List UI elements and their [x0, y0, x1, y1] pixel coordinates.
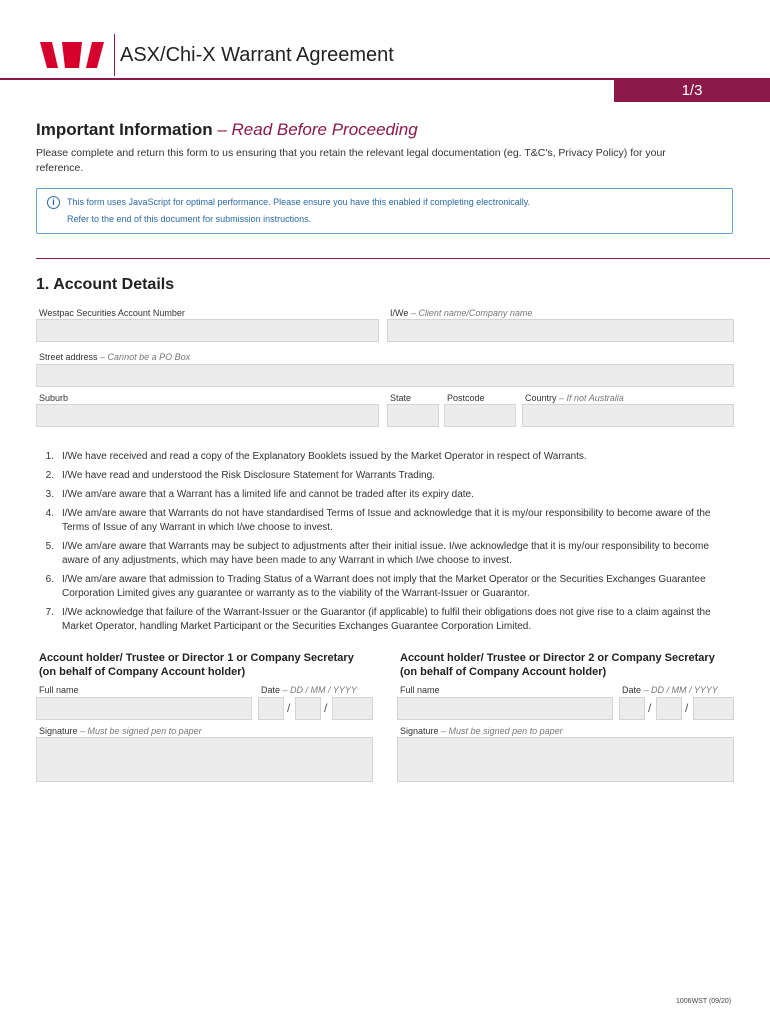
document-title: ASX/Chi-X Warrant Agreement	[120, 44, 394, 66]
client-name-input[interactable]	[387, 319, 734, 342]
title-divider	[114, 34, 115, 76]
list-number: 1.	[45, 451, 54, 462]
notice-line-2: Refer to the end of this document for submission instructions.	[67, 214, 312, 224]
list-text: I/We acknowledge that failure of the Warrant-Issuer or the Guarantor (if applicable) to fulfil their obligations does not give rise to a claim against the Market Operator, handling Market Participant or the Securities Exchanges Guarantee Corporation Limited.	[62, 607, 711, 632]
postcode-input[interactable]	[444, 404, 516, 427]
client-name-hint: – Client name/Company name	[410, 308, 533, 318]
date-separator: /	[648, 701, 652, 715]
country-input[interactable]	[522, 404, 734, 427]
suburb-input[interactable]	[36, 404, 379, 427]
signer-1-signature-box[interactable]	[36, 737, 373, 782]
important-body: Please complete and return this form to us ensuring that you retain the relevant legal documentation (eg. T&C's, Privacy Policy) for your reference.	[36, 147, 666, 174]
signer-1-date-year-input[interactable]	[332, 697, 373, 720]
terms-list	[36, 450, 736, 639]
signer-2-date-label-text: Date	[622, 685, 642, 695]
signer-1-date-month-input[interactable]	[295, 697, 321, 720]
signer-2-date-month-input[interactable]	[656, 697, 682, 720]
postcode-label: Postcode	[447, 393, 485, 403]
signer-2-full-name-label: Full name	[400, 685, 440, 695]
javascript-notice	[36, 188, 733, 234]
client-name-label-text: I/We	[390, 308, 409, 318]
signer-1-date-label	[261, 685, 357, 695]
list-text: I/We am/are aware that admission to Trading Status of a Warrant does not imply that the Market Operator or the Securities Exchanges Guarantee Corporation Limited gives any guarantee or warranty as to the viability of the Warrant-Issuer or Guarantor.	[62, 574, 706, 599]
list-text: I/We am/are aware that a Warrant has a limited life and cannot be traded after its expiry date.	[62, 489, 474, 500]
country-label	[525, 393, 624, 403]
list-number: 7.	[45, 607, 54, 618]
signer-1-full-name-input[interactable]	[36, 697, 252, 720]
notice-line-1: This form uses JavaScript for optimal performance. Please ensure you have this enabled if completing electronically.	[67, 197, 531, 207]
important-heading-text: Important Information	[36, 120, 213, 139]
signer-2-signature-hint: – Must be signed pen to paper	[441, 726, 563, 736]
signer-2-date-label	[622, 685, 718, 695]
state-input[interactable]	[387, 404, 439, 427]
street-address-input[interactable]	[36, 364, 734, 387]
signer-2-signature-box[interactable]	[397, 737, 734, 782]
list-item	[36, 606, 736, 634]
date-separator: /	[685, 701, 689, 715]
signer-2-date-day-input[interactable]	[619, 697, 645, 720]
state-label: State	[390, 393, 412, 403]
list-number: 6.	[45, 574, 54, 585]
info-icon: i	[47, 196, 60, 209]
signer-1-full-name-label: Full name	[39, 685, 79, 695]
account-number-label: Westpac Securities Account Number	[39, 308, 185, 318]
client-name-label	[390, 308, 532, 318]
date-separator: /	[287, 701, 291, 715]
list-item	[36, 450, 736, 464]
form-code: 1006WST (09/20)	[676, 998, 732, 1005]
signer-1-date-hint: – DD / MM / YYYY	[282, 685, 357, 695]
signer-1-date-day-input[interactable]	[258, 697, 284, 720]
list-item	[36, 488, 736, 502]
list-number: 3.	[45, 489, 54, 500]
signer-2-signature-label	[400, 726, 563, 736]
signer-1-signature-label	[39, 726, 202, 736]
list-text: I/We have read and understood the Risk Disclosure Statement for Warrants Trading.	[62, 470, 435, 481]
list-text: I/We am/are aware that Warrants may be subject to adjustments after their initial issue. I/we acknowledge that it is my/our responsibility to become aware of any adjustments, which may have been made to any Warrant in which I/we choose to invest.	[62, 541, 709, 566]
important-subheading: – Read Before Proceeding	[217, 120, 418, 139]
important-heading	[36, 120, 418, 140]
signer-1-heading: Account holder/ Trustee or Director 1 or Company Secretary (on behalf of Company Account holder)	[39, 652, 354, 678]
list-item	[36, 540, 736, 568]
list-item	[36, 573, 736, 601]
account-number-input[interactable]	[36, 319, 379, 342]
page-indicator: 1/3	[614, 80, 770, 102]
signer-2-date-hint: – DD / MM / YYYY	[643, 685, 718, 695]
signer-2-date-year-input[interactable]	[693, 697, 734, 720]
westpac-logo-icon	[40, 42, 104, 68]
street-address-label	[39, 352, 190, 362]
list-number: 4.	[45, 508, 54, 519]
list-text: I/We am/are aware that Warrants do not have standardised Terms of Issue and acknowledge that it is my/our responsibility to become aware of the Terms of Issue of any Warrant in which I/we choose to invest.	[62, 508, 711, 533]
section-divider	[36, 258, 770, 259]
signer-2-full-name-input[interactable]	[397, 697, 613, 720]
country-hint: – If not Australia	[559, 393, 624, 403]
signer-1-date-label-text: Date	[261, 685, 281, 695]
street-address-hint: – Cannot be a PO Box	[100, 352, 191, 362]
street-address-label-text: Street address	[39, 352, 98, 362]
signer-2-heading: Account holder/ Trustee or Director 2 or Company Secretary (on behalf of Company Account holder)	[400, 652, 715, 678]
signer-1-signature-label-text: Signature	[39, 726, 78, 736]
account-details-heading: 1. Account Details	[36, 276, 175, 293]
date-separator: /	[324, 701, 328, 715]
list-text: I/We have received and read a copy of the Explanatory Booklets issued by the Market Operator in respect of Warrants.	[62, 451, 587, 462]
list-item	[36, 469, 736, 483]
signer-1-signature-hint: – Must be signed pen to paper	[80, 726, 202, 736]
list-number: 2.	[45, 470, 54, 481]
list-item	[36, 507, 736, 535]
list-number: 5.	[45, 541, 54, 552]
suburb-label: Suburb	[39, 393, 69, 403]
signer-2-signature-label-text: Signature	[400, 726, 439, 736]
country-label-text: Country	[525, 393, 557, 403]
